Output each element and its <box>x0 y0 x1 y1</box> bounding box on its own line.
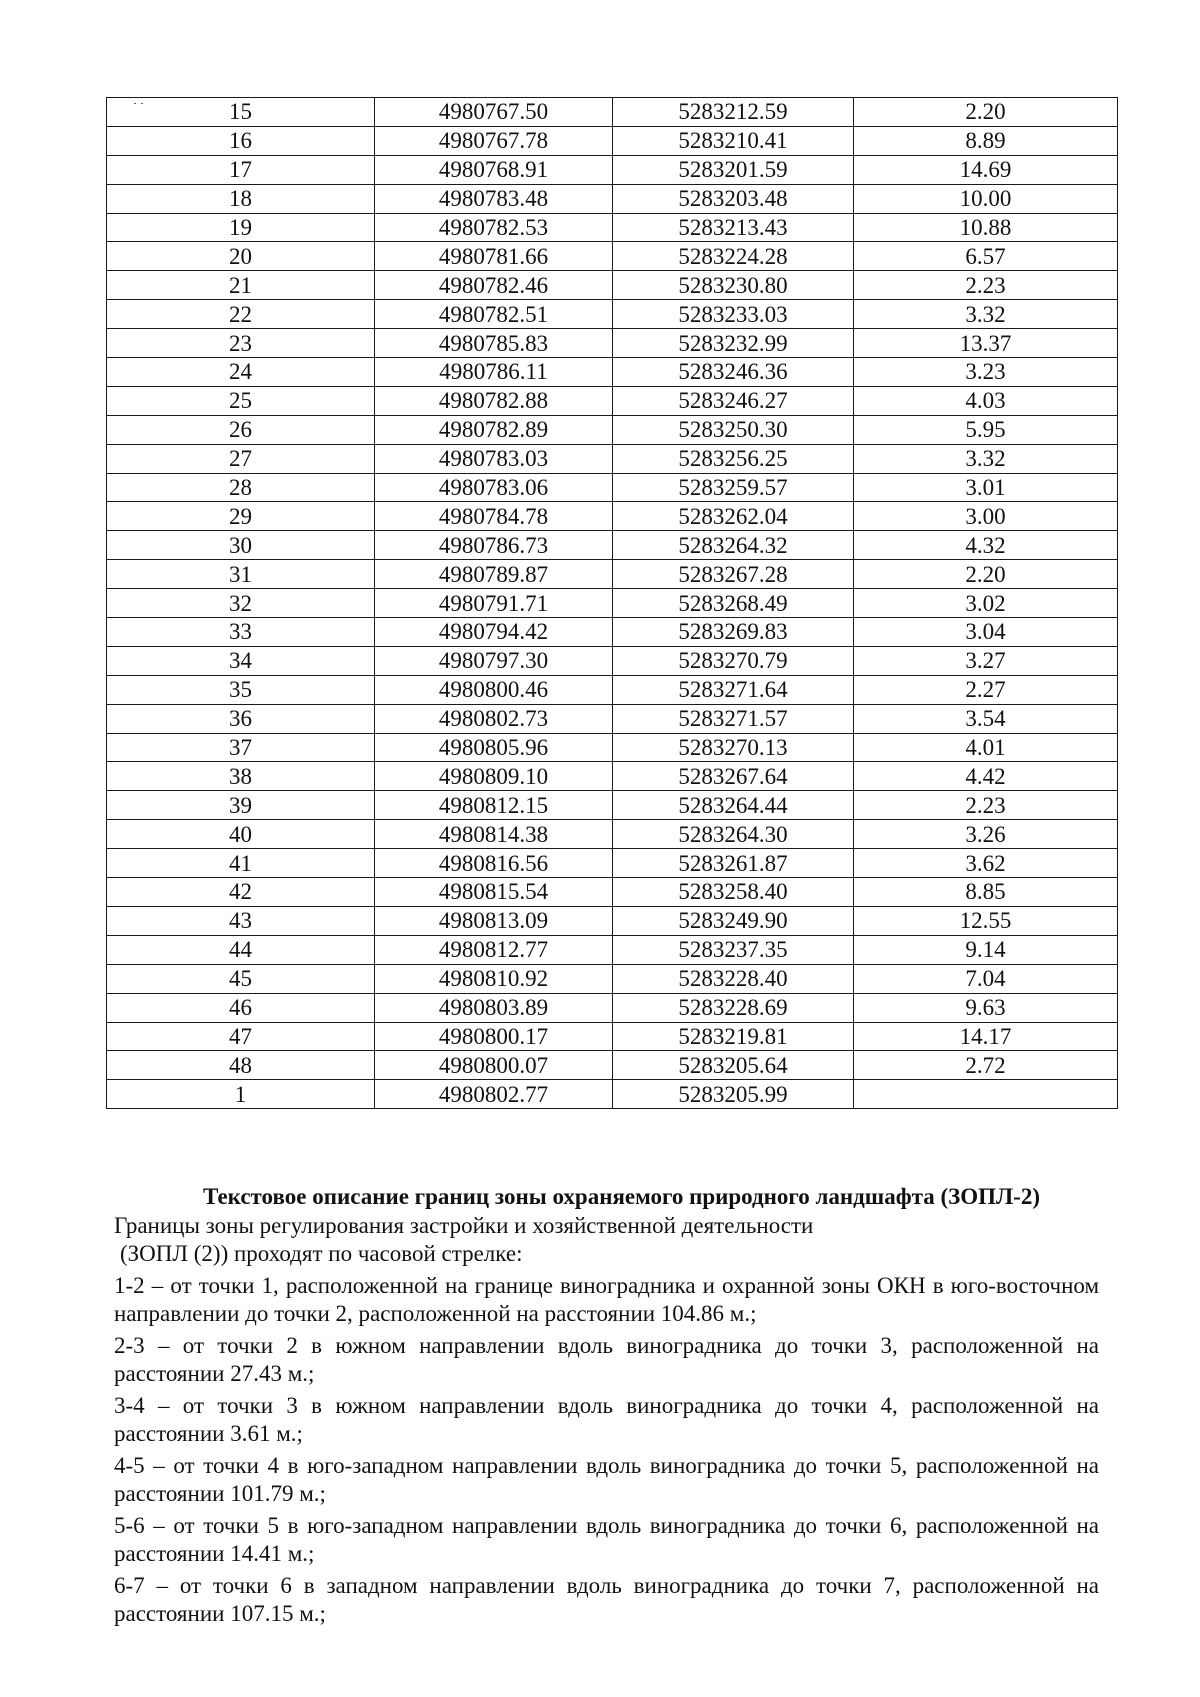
table-row <box>107 878 1118 907</box>
point-number-cell: 45 <box>107 964 375 993</box>
coord-x-cell: 4980815.54 <box>375 878 613 907</box>
table-row <box>107 618 1118 647</box>
distance-cell: 3.26 <box>854 820 1118 849</box>
point-number-cell: 23 <box>107 329 375 358</box>
distance-cell: 3.04 <box>854 618 1118 647</box>
table-row <box>107 444 1118 473</box>
point-number-cell: 32 <box>107 589 375 618</box>
point-number-cell: 35 <box>107 675 375 704</box>
distance-cell: 14.17 <box>854 1022 1118 1051</box>
table-row <box>107 820 1118 849</box>
table-row <box>107 675 1118 704</box>
coord-x-cell: 4980782.88 <box>375 386 613 415</box>
point-number-cell: 39 <box>107 791 375 820</box>
description-heading: Текстовое описание границ зоны охраняемого природного ландшафта (ЗОПЛ-2) <box>203 1184 1040 1209</box>
table-row <box>107 1080 1118 1109</box>
segment-4-5: 4-5 – от точки 4 в юго-западном направлении вдоль виноградника до точки 5, расположенной на расстоянии 101.79 м.; <box>114 1453 1099 1506</box>
coord-y-cell: 5283228.69 <box>613 993 854 1022</box>
point-number-cell: 27 <box>107 444 375 473</box>
point-number-cell: 26 <box>107 415 375 444</box>
distance-cell: 4.03 <box>854 386 1118 415</box>
distance-cell: 4.42 <box>854 762 1118 791</box>
coord-y-cell: 5283212.59 <box>613 98 854 127</box>
point-number-cell: 22 <box>107 300 375 329</box>
coord-x-cell: 4980803.89 <box>375 993 613 1022</box>
coord-y-cell: 5283261.87 <box>613 849 854 878</box>
coord-x-cell: 4980794.42 <box>375 618 613 647</box>
segment-6-7: 6-7 – от точки 6 в западном направлении вдоль виноградника до точки 7, расположенной на расстоянии 107.15 м.; <box>114 1573 1099 1626</box>
distance-cell: 2.23 <box>854 791 1118 820</box>
distance-cell: 7.04 <box>854 964 1118 993</box>
distance-cell: 6.57 <box>854 242 1118 271</box>
point-number-cell: 28 <box>107 473 375 502</box>
table-row <box>107 213 1118 242</box>
coord-y-cell: 5283270.79 <box>613 646 854 675</box>
point-number-cell: 33 <box>107 618 375 647</box>
coord-x-cell: 4980805.96 <box>375 733 613 762</box>
coord-x-cell: 4980782.89 <box>375 415 613 444</box>
table-row <box>107 184 1118 213</box>
coord-y-cell: 5283264.30 <box>613 820 854 849</box>
coord-x-cell: 4980783.06 <box>375 473 613 502</box>
coord-y-cell: 5283268.49 <box>613 589 854 618</box>
point-number-cell: 1 <box>107 1080 375 1109</box>
coord-x-cell: 4980767.50 <box>375 98 613 127</box>
distance-cell: 9.63 <box>854 993 1118 1022</box>
distance-cell: 2.20 <box>854 98 1118 127</box>
distance-cell: 10.00 <box>854 184 1118 213</box>
point-number-cell: 17 <box>107 155 375 184</box>
point-number-cell: 20 <box>107 242 375 271</box>
segment-1-2: 1-2 – от точки 1, расположенной на границе виноградника и охранной зоны ОКН в юго-восточном направлении до точки 2, расположенной на расстоянии 104.86 м.; <box>114 1273 1099 1326</box>
point-number-cell: 44 <box>107 935 375 964</box>
coord-x-cell: 4980786.11 <box>375 358 613 387</box>
table-row <box>107 964 1118 993</box>
coord-x-cell: 4980785.83 <box>375 329 613 358</box>
distance-cell: 8.85 <box>854 878 1118 907</box>
coord-y-cell: 5283262.04 <box>613 502 854 531</box>
distance-cell: 3.23 <box>854 358 1118 387</box>
table-row <box>107 415 1118 444</box>
coord-y-cell: 5283233.03 <box>613 300 854 329</box>
coord-y-cell: 5283267.28 <box>613 560 854 589</box>
point-number-cell: 25 <box>107 386 375 415</box>
table-row <box>107 386 1118 415</box>
segment-2-3: 2-3 – от точки 2 в южном направлении вдоль виноградника до точки 3, расположенной на расстоянии 27.43 м.; <box>114 1333 1099 1386</box>
table-row <box>107 358 1118 387</box>
distance-cell: 3.27 <box>854 646 1118 675</box>
coord-x-cell: 4980791.71 <box>375 589 613 618</box>
coord-y-cell: 5283271.57 <box>613 704 854 733</box>
table-row <box>107 271 1118 300</box>
coord-y-cell: 5283219.81 <box>613 1022 854 1051</box>
table-row <box>107 589 1118 618</box>
point-number-cell: 29 <box>107 502 375 531</box>
coord-y-cell: 5283264.44 <box>613 791 854 820</box>
coord-y-cell: 5283205.64 <box>613 1051 854 1080</box>
point-number-cell: 21 <box>107 271 375 300</box>
coord-y-cell: 5283249.90 <box>613 906 854 935</box>
table-row <box>107 242 1118 271</box>
coord-y-cell: 5283203.48 <box>613 184 854 213</box>
table-row <box>107 791 1118 820</box>
distance-cell: 10.88 <box>854 213 1118 242</box>
table-row <box>107 329 1118 358</box>
table-row <box>107 1051 1118 1080</box>
table-row <box>107 906 1118 935</box>
segment-5-6: 5-6 – от точки 5 в юго-западном направлении вдоль виноградника до точки 6, расположенной на расстоянии 14.41 м.; <box>114 1513 1099 1566</box>
distance-cell: 3.00 <box>854 502 1118 531</box>
distance-cell: 2.20 <box>854 560 1118 589</box>
table-row <box>107 993 1118 1022</box>
distance-cell: 14.69 <box>854 155 1118 184</box>
distance-cell: 3.32 <box>854 300 1118 329</box>
coord-x-cell: 4980797.30 <box>375 646 613 675</box>
coord-y-cell: 5283228.40 <box>613 964 854 993</box>
table-row <box>107 531 1118 560</box>
table-row <box>107 126 1118 155</box>
distance-cell: 13.37 <box>854 329 1118 358</box>
point-number-cell: 34 <box>107 646 375 675</box>
coord-x-cell: 4980786.73 <box>375 531 613 560</box>
point-number-cell: 15 <box>107 98 375 127</box>
coord-y-cell: 5283264.32 <box>613 531 854 560</box>
boundary-description <box>114 1183 1099 1632</box>
distance-cell: 2.23 <box>854 271 1118 300</box>
coord-x-cell: 4980809.10 <box>375 762 613 791</box>
coord-x-cell: 4980816.56 <box>375 849 613 878</box>
distance-cell: 3.32 <box>854 444 1118 473</box>
coord-y-cell: 5283270.13 <box>613 733 854 762</box>
table-row <box>107 849 1118 878</box>
table-row <box>107 155 1118 184</box>
coord-y-cell: 5283246.27 <box>613 386 854 415</box>
distance-cell: 8.89 <box>854 126 1118 155</box>
coord-y-cell: 5283205.99 <box>613 1080 854 1109</box>
point-number-cell: 46 <box>107 993 375 1022</box>
point-number-cell: 43 <box>107 906 375 935</box>
table-row <box>107 762 1118 791</box>
coord-x-cell: 4980813.09 <box>375 906 613 935</box>
point-number-cell: 18 <box>107 184 375 213</box>
distance-cell: 9.14 <box>854 935 1118 964</box>
coord-y-cell: 5283269.83 <box>613 618 854 647</box>
point-number-cell: 31 <box>107 560 375 589</box>
distance-cell: 3.02 <box>854 589 1118 618</box>
table-row <box>107 300 1118 329</box>
point-number-cell: 40 <box>107 820 375 849</box>
coord-y-cell: 5283232.99 <box>613 329 854 358</box>
coord-x-cell: 4980800.46 <box>375 675 613 704</box>
table-row <box>107 560 1118 589</box>
coord-x-cell: 4980783.03 <box>375 444 613 473</box>
description-intro-line-2: (ЗОПЛ (2)) проходят по часовой стрелке: <box>120 1241 523 1266</box>
point-number-cell: 41 <box>107 849 375 878</box>
table-row <box>107 502 1118 531</box>
coord-x-cell: 4980810.92 <box>375 964 613 993</box>
distance-cell: 12.55 <box>854 906 1118 935</box>
coord-y-cell: 5283210.41 <box>613 126 854 155</box>
coord-x-cell: 4980781.66 <box>375 242 613 271</box>
coord-x-cell: 4980800.17 <box>375 1022 613 1051</box>
coord-y-cell: 5283267.64 <box>613 762 854 791</box>
coord-y-cell: 5283246.36 <box>613 358 854 387</box>
table-row <box>107 704 1118 733</box>
coordinates-table <box>106 97 1118 1109</box>
coord-x-cell: 4980767.78 <box>375 126 613 155</box>
coord-x-cell: 4980783.48 <box>375 184 613 213</box>
point-number-cell: 19 <box>107 213 375 242</box>
coord-x-cell: 4980768.91 <box>375 155 613 184</box>
table-row <box>107 733 1118 762</box>
table-row <box>107 1022 1118 1051</box>
distance-cell: 3.54 <box>854 704 1118 733</box>
coordinates-table-body <box>107 98 1118 1109</box>
coord-x-cell: 4980812.77 <box>375 935 613 964</box>
description-intro-line-1: Границы зоны регулирования застройки и хозяйственной деятельности <box>114 1213 814 1238</box>
coord-x-cell: 4980800.07 <box>375 1051 613 1080</box>
coord-y-cell: 5283201.59 <box>613 155 854 184</box>
distance-cell: 5.95 <box>854 415 1118 444</box>
point-number-cell: 16 <box>107 126 375 155</box>
point-number-cell: 30 <box>107 531 375 560</box>
distance-cell: 2.27 <box>854 675 1118 704</box>
table-row <box>107 473 1118 502</box>
coord-x-cell: 4980789.87 <box>375 560 613 589</box>
distance-cell: 2.72 <box>854 1051 1118 1080</box>
point-number-cell: 42 <box>107 878 375 907</box>
distance-cell: 3.01 <box>854 473 1118 502</box>
coord-y-cell: 5283213.43 <box>613 213 854 242</box>
distance-cell <box>854 1080 1118 1109</box>
coord-x-cell: 4980802.77 <box>375 1080 613 1109</box>
point-number-cell: 38 <box>107 762 375 791</box>
coord-x-cell: 4980812.15 <box>375 791 613 820</box>
coord-y-cell: 5283271.64 <box>613 675 854 704</box>
coord-x-cell: 4980814.38 <box>375 820 613 849</box>
distance-cell: 4.01 <box>854 733 1118 762</box>
coord-x-cell: 4980782.51 <box>375 300 613 329</box>
coord-x-cell: 4980784.78 <box>375 502 613 531</box>
coord-y-cell: 5283224.28 <box>613 242 854 271</box>
point-number-cell: 48 <box>107 1051 375 1080</box>
table-row <box>107 646 1118 675</box>
coord-y-cell: 5283237.35 <box>613 935 854 964</box>
coord-y-cell: 5283250.30 <box>613 415 854 444</box>
coord-x-cell: 4980782.53 <box>375 213 613 242</box>
point-number-cell: 37 <box>107 733 375 762</box>
segment-3-4: 3-4 – от точки 3 в южном направлении вдоль виноградника до точки 4, расположенной на расстоянии 3.61 м.; <box>114 1393 1099 1446</box>
distance-cell: 3.62 <box>854 849 1118 878</box>
point-number-cell: 36 <box>107 704 375 733</box>
distance-cell: 4.32 <box>854 531 1118 560</box>
coord-x-cell: 4980802.73 <box>375 704 613 733</box>
coord-y-cell: 5283256.25 <box>613 444 854 473</box>
table-row <box>107 935 1118 964</box>
coord-x-cell: 4980782.46 <box>375 271 613 300</box>
coord-y-cell: 5283258.40 <box>613 878 854 907</box>
coord-y-cell: 5283259.57 <box>613 473 854 502</box>
point-number-cell: 24 <box>107 358 375 387</box>
table-row <box>107 98 1118 127</box>
coord-y-cell: 5283230.80 <box>613 271 854 300</box>
point-number-cell: 47 <box>107 1022 375 1051</box>
